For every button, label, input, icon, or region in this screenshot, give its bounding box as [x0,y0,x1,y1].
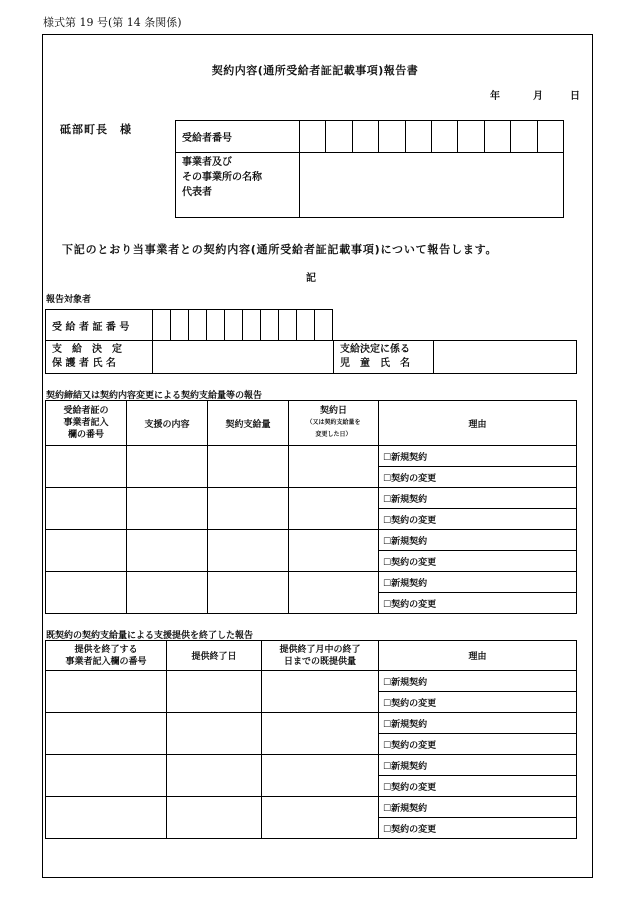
cert-number-cell[interactable] [315,310,333,341]
contract-col-amount: 契約支給量 [208,401,289,446]
contract-cell[interactable] [289,446,379,488]
guardian-label-line: 支 給 決 定 [52,344,122,355]
reason-new-option[interactable]: ☐新規契約 [379,671,577,692]
contract-cell[interactable] [46,572,127,614]
contract-cell[interactable] [127,446,208,488]
form-title: 契約内容(通所受給者証記載事項)報告書 [211,64,419,77]
provider-name-label-line: 事業者及び [182,157,232,168]
year-label: 年 [490,91,500,102]
ki-mark: 記 [306,273,316,284]
child-label [334,341,434,374]
cert-number-cell[interactable] [243,310,261,341]
contract-col-date-note: 変更した日） [315,431,352,438]
recipient-number-cell[interactable] [484,121,510,153]
provider-name-label [176,153,300,218]
contract-table [45,400,577,614]
termination-col-provided-line: 提供終了月中の終了 [279,644,361,655]
cert-table [45,309,333,341]
recipient-number-label: 受給者番号 [176,121,300,153]
reason-new-option[interactable]: ☐新規契約 [379,713,577,734]
recipient-number-cell[interactable] [379,121,405,153]
termination-cell[interactable] [46,755,167,797]
reason-change-option[interactable]: ☐契約の変更 [379,467,577,488]
reason-change-option[interactable]: ☐契約の変更 [379,776,577,797]
guardian-name-field[interactable] [153,341,334,374]
reason-new-option[interactable]: ☐新規契約 [379,530,577,551]
cert-number-cell[interactable] [261,310,279,341]
recipient-number-cell[interactable] [458,121,484,153]
cert-number-cell[interactable] [279,310,297,341]
contract-col-reason: 理由 [379,401,577,446]
termination-cell[interactable] [167,713,262,755]
contract-cell[interactable] [46,530,127,572]
provider-name-label-line: その事業所の名称 [182,172,262,183]
contract-cell[interactable] [46,446,127,488]
contract-cell[interactable] [208,530,289,572]
contract-cell[interactable] [127,488,208,530]
contract-col-date-note: （又は契約支給量を [306,419,361,426]
cert-number-cell[interactable] [207,310,225,341]
recipient-number-cell[interactable] [326,121,352,153]
addressee: 砥部町長 様 [60,123,132,136]
contract-col-support: 支援の内容 [127,401,208,446]
contract-col-number-line: 受給者証の [63,406,109,416]
termination-cell[interactable] [46,713,167,755]
guardian-label [46,341,153,374]
guardian-label-line: 保 護 者 氏 名 [52,358,116,369]
contract-col-number-line: 欄の番号 [67,430,104,440]
child-label-line: 支給決定に係る [340,344,410,355]
cert-number-label: 受 給 者 証 番 号 [46,310,153,341]
reason-new-option[interactable]: ☐新規契約 [379,488,577,509]
contract-cell[interactable] [289,572,379,614]
target-heading: 報告対象者 [46,295,92,305]
cert-number-cell[interactable] [189,310,207,341]
reason-change-option[interactable]: ☐契約の変更 [379,551,577,572]
child-name-field[interactable] [434,341,577,374]
contract-cell[interactable] [46,488,127,530]
guardian-table [45,340,577,374]
recipient-number-cell[interactable] [405,121,431,153]
reason-change-option[interactable]: ☐契約の変更 [379,509,577,530]
contract-heading: 契約締結又は契約内容変更による契約支給量等の報告 [46,391,263,401]
cert-number-cell[interactable] [153,310,171,341]
recipient-number-cell[interactable] [511,121,537,153]
contract-cell[interactable] [289,488,379,530]
provider-name-field[interactable] [300,153,564,218]
cert-number-cell[interactable] [225,310,243,341]
termination-cell[interactable] [167,755,262,797]
termination-col-number-line: 事業者記入欄の番号 [65,656,147,667]
contract-cell[interactable] [208,572,289,614]
reason-change-option[interactable]: ☐契約の変更 [379,818,577,839]
reason-new-option[interactable]: ☐新規契約 [379,755,577,776]
termination-cell[interactable] [46,671,167,713]
termination-table [45,640,577,839]
contract-col-date-line: 契約日 [319,406,347,416]
termination-col-provided-line: 日までの既提供量 [283,656,356,667]
reason-new-option[interactable]: ☐新規契約 [379,797,577,818]
contract-cell[interactable] [127,530,208,572]
termination-cell[interactable] [262,755,379,797]
reason-new-option[interactable]: ☐新規契約 [379,446,577,467]
termination-col-number [46,641,167,671]
recipient-number-cell[interactable] [537,121,563,153]
provider-name-label-line: 代表者 [182,187,212,198]
contract-cell[interactable] [208,488,289,530]
contract-cell[interactable] [127,572,208,614]
termination-cell[interactable] [262,797,379,839]
termination-cell[interactable] [262,671,379,713]
reason-new-option[interactable]: ☐新規契約 [379,572,577,593]
reason-change-option[interactable]: ☐契約の変更 [379,593,577,614]
termination-col-reason: 理由 [379,641,577,671]
termination-col-provided [262,641,379,671]
lead-text: 下記のとおり当事業者との契約内容(通所受給者証記載事項)について報告します。 [62,243,498,256]
contract-col-number-line: 事業者記入 [63,418,109,428]
termination-heading: 既契約の契約支給量による支援提供を終了した報告 [46,631,254,641]
contract-col-date [289,401,379,446]
contract-cell[interactable] [208,446,289,488]
child-label-line: 児 童 氏 名 [340,358,410,369]
cert-number-cell[interactable] [171,310,189,341]
termination-col-end-date: 提供終了日 [167,641,262,671]
termination-cell[interactable] [262,713,379,755]
reason-change-option[interactable]: ☐契約の変更 [379,692,577,713]
termination-cell[interactable] [46,797,167,839]
contract-col-number [46,401,127,446]
termination-cell[interactable] [167,797,262,839]
termination-col-number-line: 提供を終了する [74,644,138,655]
day-label: 日 [570,91,580,102]
recipient-number-cell[interactable] [431,121,457,153]
contract-cell[interactable] [289,530,379,572]
form-number: 様式第 19 号(第 14 条関係) [43,16,182,29]
reason-change-option[interactable]: ☐契約の変更 [379,734,577,755]
cert-number-cell[interactable] [297,310,315,341]
month-label: 月 [533,91,543,102]
recipient-number-cell[interactable] [352,121,378,153]
recipient-number-cell[interactable] [300,121,326,153]
provider-table [175,120,564,218]
termination-cell[interactable] [167,671,262,713]
